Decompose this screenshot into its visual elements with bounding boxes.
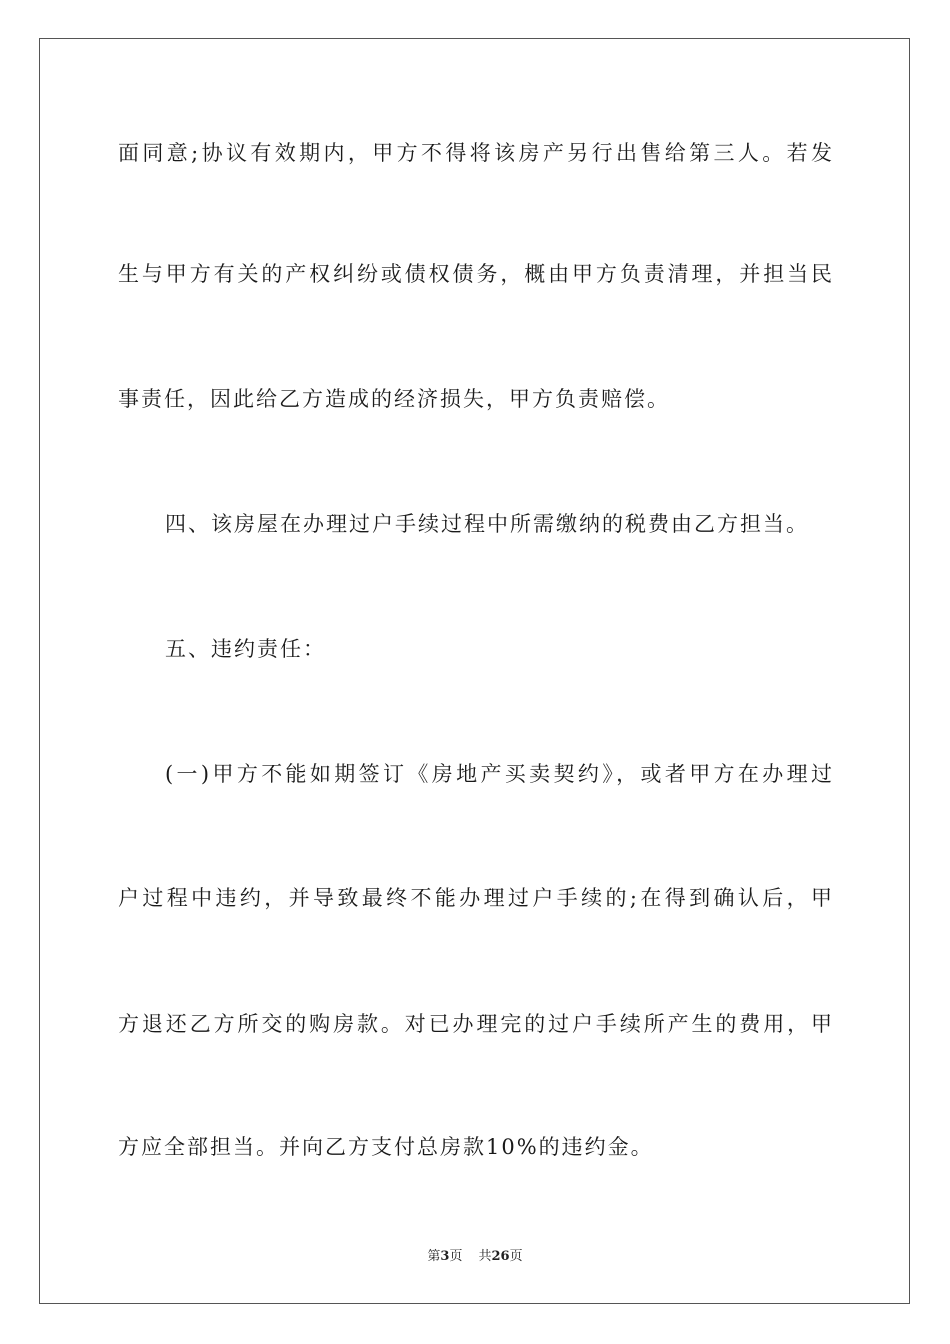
paragraph-line: 四、该房屋在办理过户手续过程中所需缴纳的税费由乙方担当。	[165, 512, 809, 536]
total-pages: 26	[491, 1249, 510, 1264]
paragraph-line: 方应全部担当。并向乙方支付总房款10%的违约金。	[118, 1135, 654, 1159]
page-footer	[0, 1248, 950, 1266]
page-border	[39, 38, 910, 1304]
paragraph-line: 方退还乙方所交的购房款。对已办理完的过户手续所产生的费用，甲	[118, 1012, 832, 1036]
page-number: 3	[440, 1249, 450, 1264]
paragraph-line: 生与甲方有关的产权纠纷或债权债务，概由甲方负责清理，并担当民	[118, 262, 832, 286]
paragraph-line: 面同意;协议有效期内，甲方不得将该房产另行出售给第三人。若发	[118, 141, 832, 165]
total-prefix: 共	[478, 1249, 492, 1264]
paragraph-line: 户过程中违约，并导致最终不能办理过户手续的;在得到确认后，甲	[118, 886, 832, 910]
paragraph-line: 事责任，因此给乙方造成的经济损失，甲方负责赔偿。	[118, 387, 670, 411]
section-heading: 五、违约责任：	[165, 637, 326, 661]
page-suffix: 页	[449, 1249, 463, 1264]
page-prefix: 第	[427, 1249, 441, 1264]
total-suffix: 页	[509, 1249, 523, 1264]
paragraph-line: (一)甲方不能如期签订《房地产买卖契约》，或者甲方在办理过	[165, 762, 832, 786]
